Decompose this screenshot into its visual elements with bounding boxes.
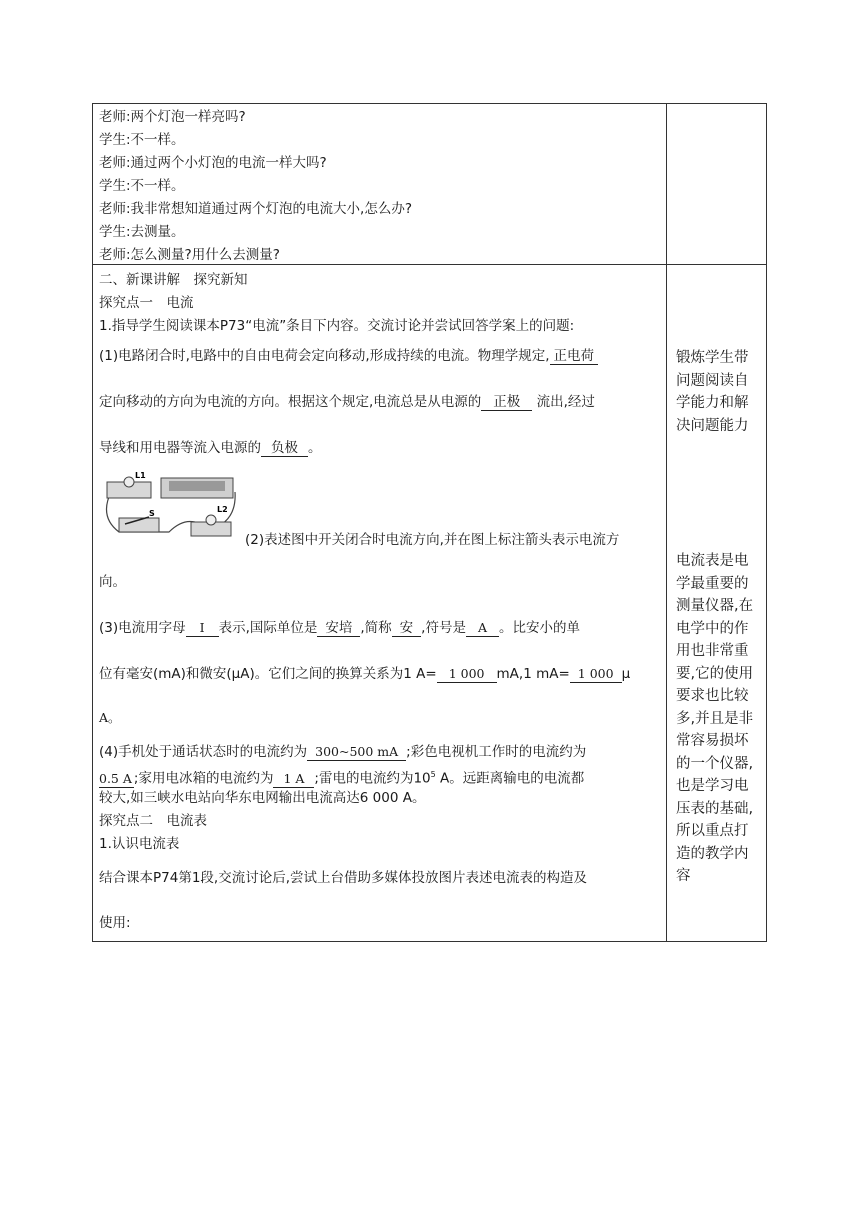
answer-blank: I	[186, 620, 219, 637]
answer-blank: 正电荷	[550, 348, 599, 365]
paragraph-1-line-2: 定向移动的方向为电流的方向。根据这个规定,电流总是从电源的 正极 流出,经过	[99, 394, 595, 410]
dialogue-line: 老师:两个灯泡一样亮吗?	[99, 109, 246, 125]
lamp-l2-bulb	[206, 515, 216, 525]
dialogue-line: 老师:怎么测量?用什么去测量?	[99, 247, 280, 263]
battery-cells	[169, 481, 225, 491]
answer-blank: A	[466, 620, 499, 637]
answer-blank: 1 000	[437, 666, 497, 683]
answer-blank: 1 A	[273, 771, 314, 788]
lamp-l1-bulb	[124, 477, 134, 487]
answer-blank: 0.5 A	[99, 770, 132, 786]
answer-blank: 安	[392, 620, 422, 637]
instruction-item-2: 1.认识电流表	[99, 836, 180, 852]
explore-point-1-title: 探究点一 电流	[99, 295, 194, 311]
answer-blank: 负极	[261, 440, 308, 457]
row-divider	[93, 264, 766, 265]
section-heading: 二、新课讲解 探究新知	[99, 272, 248, 288]
paragraph-4-line-2: 0.5 A ;家用电冰箱的电流约为 1 A ;雷电的电流约为$10^5$ A。远距离输电的电流都	[99, 770, 585, 787]
paragraph-3-line-1: (3)电流用字母 I 表示,国际单位是 安培 ,简称 安 ,符号是 A 。比安小的单	[99, 620, 580, 636]
explore-point-2-title: 探究点二 电流表	[99, 813, 207, 829]
circuit-diagram	[99, 472, 239, 540]
dialogue-line: 学生:不一样。	[99, 178, 185, 194]
dialogue-line: 学生:去测量。	[99, 224, 185, 240]
answer-blank: 安培	[317, 620, 360, 637]
exponent: 5	[430, 770, 436, 779]
side-note-ammeter: 电流表是电 学最重要的 测量仪器,在 电学中的作 用也非常重 要,它的使用 要求也比较 多,并且是非 常容易损坏 的一个仪器, 也是学习电 压表的基础, 所以重点打 造的教学内 容	[676, 553, 754, 884]
instruction-item-2-desc: 结合课本P74第1段,交流讨论后,尝试上台借助多媒体投放图片表述电流表的构造及	[99, 870, 587, 886]
answer-blank: 300~500 mA	[307, 744, 406, 761]
instruction-item-1: 1.指导学生阅读课本P73“电流”条目下内容。交流讨论并尝试回答学案上的问题:	[99, 318, 575, 334]
paragraph-2-line-1: (2)表述图中开关闭合时电流方向,并在图上标注箭头表示电流方	[245, 532, 620, 548]
dialogue-line: 老师:通过两个小灯泡的电流一样大吗?	[99, 155, 327, 171]
paragraph-4-line-3: 较大,如三峡水电站向华东电网输出电流高达6 000 A。	[99, 790, 426, 806]
paragraph-4-line-1: (4)手机处于通话状态时的电流约为 300~500 mA ;彩色电视机工作时的电流约为	[99, 744, 587, 760]
paragraph-3-line-2: 位有毫安(mA)和微安(μA)。它们之间的换算关系为1 A= 1 000 mA,1 mA= 1 000 μ	[99, 666, 631, 682]
dialogue-line: 学生:不一样。	[99, 132, 185, 148]
paragraph-2-line-2: 向。	[99, 574, 126, 590]
lesson-table	[92, 103, 767, 942]
switch-label: S	[149, 509, 155, 518]
paragraph-3-line-3: A。	[99, 710, 121, 725]
lamp-l1-label: L1	[135, 472, 146, 480]
lamp-l2-label: L2	[217, 505, 228, 514]
paragraph-1-line-1: (1)电路闭合时,电路中的自由电荷会定向移动,形成持续的电流。物理学规定, 正电荷	[99, 347, 598, 365]
answer-blank: 1 000	[570, 666, 622, 683]
answer-blank: 正极	[481, 394, 532, 411]
dialogue-line: 老师:我非常想知道通过两个灯泡的电流大小,怎么办?	[99, 201, 413, 217]
instruction-item-2-desc-line-2: 使用:	[99, 915, 131, 931]
column-divider	[666, 104, 667, 941]
paragraph-1-line-3: 导线和用电器等流入电源的 负极 。	[99, 440, 322, 456]
side-note-reading-skills: 锻炼学生带 问题阅读自 学能力和解 决问题能力	[676, 350, 749, 434]
